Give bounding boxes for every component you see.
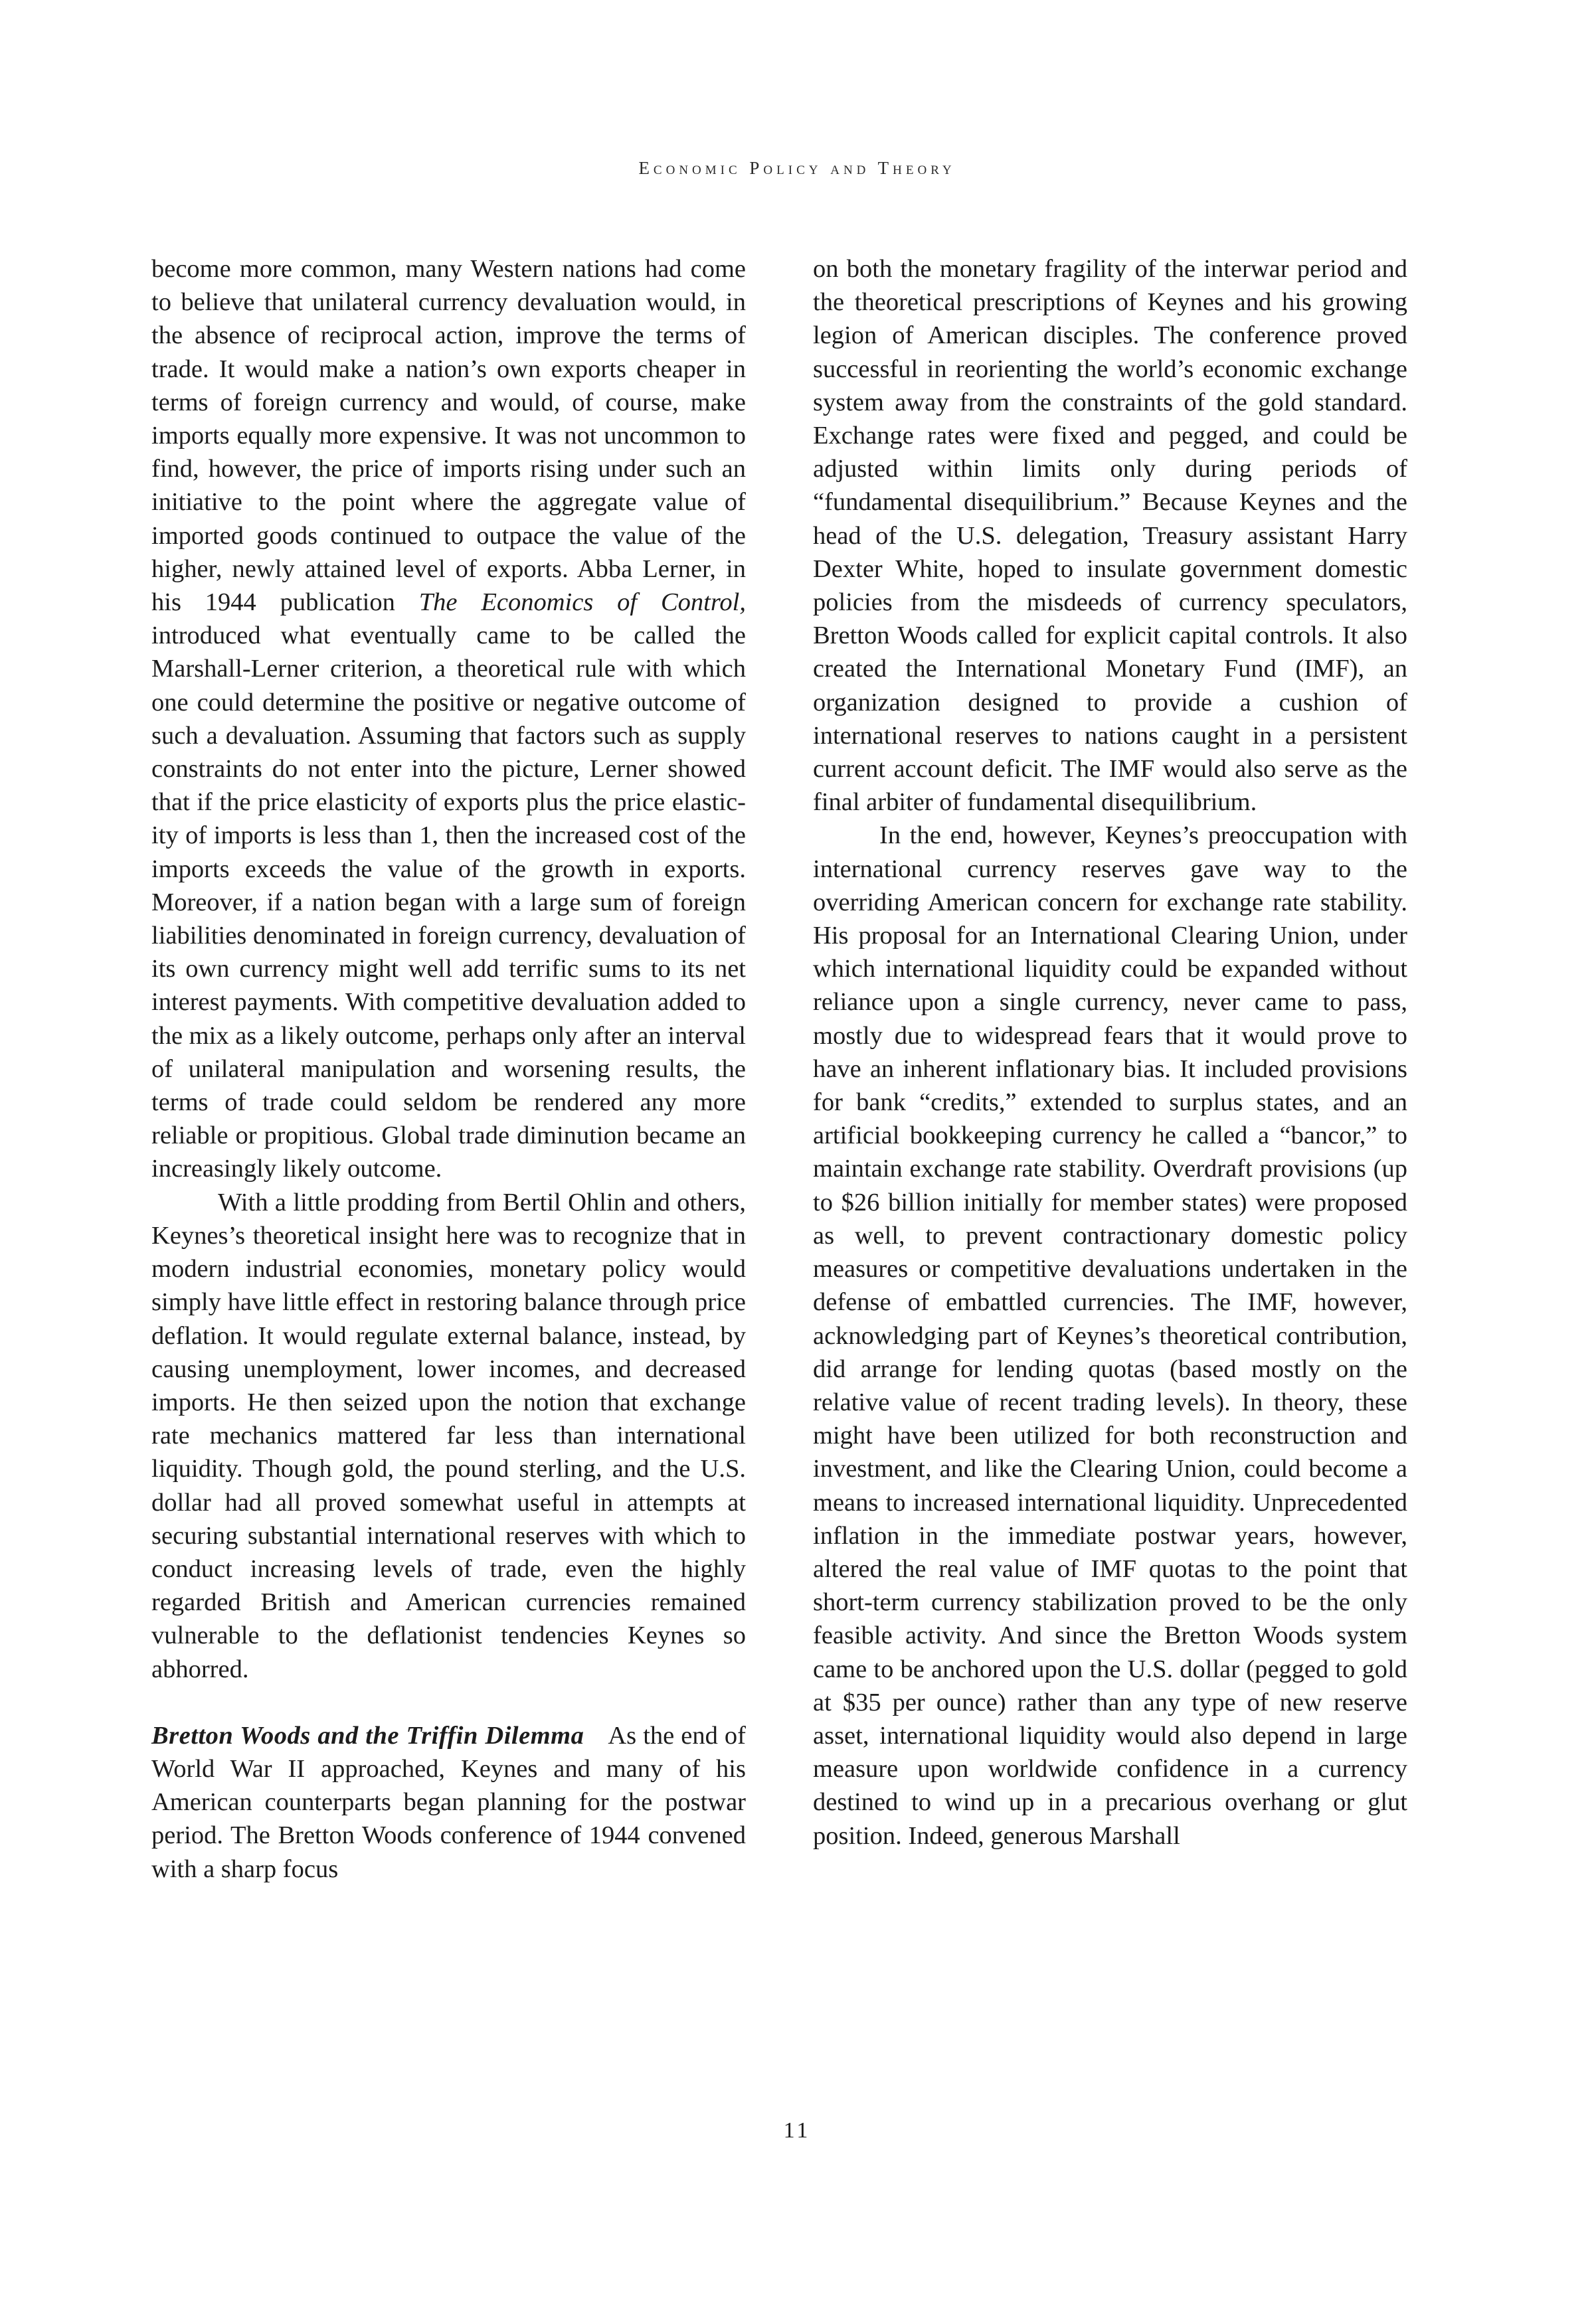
paragraph: In the end, however, Keynes’s preoccupation with international currency reserves gave way to the overriding American concern for exchange rate stability. His proposal for an International Clearing Union, under which international liquidity could be expanded without reliance upon a single currency, never came to pass, mostly due to widespread fears that it would prove to have an inherent inflationary bias. It included provisions for bank “credits,” extended to surplus states, and an artificial bookkeeping currency he called a “bancor,” to maintain exchange rate stability. Overdraft provisions (up to $26 billion initially for member states) were proposed as well, to prevent contractionary domestic policy measures or competitive devaluations undertaken in the defense of embattled currencies. The IMF, however, acknowledging part of Keynes’s theoretical contribution, did arrange for lending quotas (based mostly on the relative value of recent trading levels). In theory, these might have been utilized for both reconstruction and investment, and like the Clearing Union, could become a means to increased international liquidity. Unprecedented inflation in the immediate postwar years, however, altered the real value of IMF quotas to the point that short-term currency stabilization proved to be the only feasible activity. And since the Bretton Woods system came to be anchored upon the U.S. dollar (pegged to gold at $35 per ounce) rather than any type of new reserve asset, international liquidity would also depend in large measure upon worldwide confidence in a currency destined to wind up in a precarious overhang or glut position. Indeed, generous Marshall <box>813 821 1407 1850</box>
page-number: 11 <box>783 2118 811 2143</box>
book-title: The Economics of Control, <box>418 588 746 617</box>
paragraph <box>151 252 746 1186</box>
paragraph: With a little prodding from Bertil Ohlin and others, Keynes’s theoretical insight here was to recognize that in modern industrial economies, monetary policy would simply have little effect in restoring balance through price deflation. It would regulate external balance, instead, by causing unemployment, lower incomes, and decreased imports. He then seized upon the notion that exchange rate mechanics mattered far less than international liquidity. Though gold, the pound sterling, and the U.S. dollar had all proved somewhat useful in attempts at securing substantial international reserves with which to conduct increasing levels of trade, even the highly regarded British and American currencies remained vulnerable to the deflationist tendencies Keynes so abhorred. <box>151 1188 746 1683</box>
running-head: Economic Policy and Theory <box>638 158 956 178</box>
paragraph: on both the monetary fragility of the interwar period and the theoretical prescriptions of Keynes and his growing legion of American disciples. The conference proved successful in reorienting the world’s economic exchange system away from the constraints of the gold standard. Exchange rates were fixed and pegged, and could be adjusted within limits only during periods of “fundamental disequilibrium.” Because Keynes and the head of the U.S. delegation, Treasury assistant Harry Dexter White, hoped to insulate government domestic policies from the misdeeds of currency speculators, Bretton Woods called for explicit capital controls. It also created the International Monetary Fund (IMF), an organization designed to provide a cushion of international reserves to nations caught in a persistent current account deficit. The IMF would also serve as the final arbiter of fundamental disequilibrium. <box>813 255 1407 817</box>
section-paragraph <box>151 1719 746 1886</box>
paragraph-text: As the end of World War II approached, Keynes and many of his American counterparts began planning for the postwar period. The Bretton Woods conference of 1944 convened with a sharp focus <box>151 1721 747 1883</box>
paragraph-text: introduced what eventually came to be called the Marshall-Lerner criterion, a theoretical rule with which one could determine the positive or negative outcome of such a devaluation. Assuming that factors such as supply constraints do not enter into the picture, Lerner showed that if the price elasticity of exports plus the price elasticity of imports is less than 1, then the increased cost of the imports exceeds the value of the growth in exports. Moreover, if a nation began with a large sum of foreign liabilities denominated in foreign currency, devaluation of its own currency might well add terrific sums to its net interest payments. With competitive devaluation added to the mix as a likely outcome, perhaps only after an interval of unilateral manipulation and worsening results, the terms of trade could seldom be rendered any more reliable or propitious. Global trade diminution became an increasingly likely outcome. <box>151 622 746 1183</box>
left-column <box>151 252 746 1886</box>
paragraph-text: become more common, many Western nations had come to believe that unilateral currency devaluation would, in the absence of reciprocal action, improve the terms of trade. It would make a nation’s own exports cheaper in terms of foreign currency and would, of course, make imports equally more expensive. It was not uncommon to find, however, the price of imports rising under such an initiative to the point where the aggregate value of imported goods continued to outpace the value of the higher, newly attained level of exports. Abba Lerner, in his 1944 publication <box>151 255 746 617</box>
right-column <box>813 252 1407 1853</box>
section-heading: Bretton Woods and the Triffin Dilemma <box>151 1721 584 1750</box>
